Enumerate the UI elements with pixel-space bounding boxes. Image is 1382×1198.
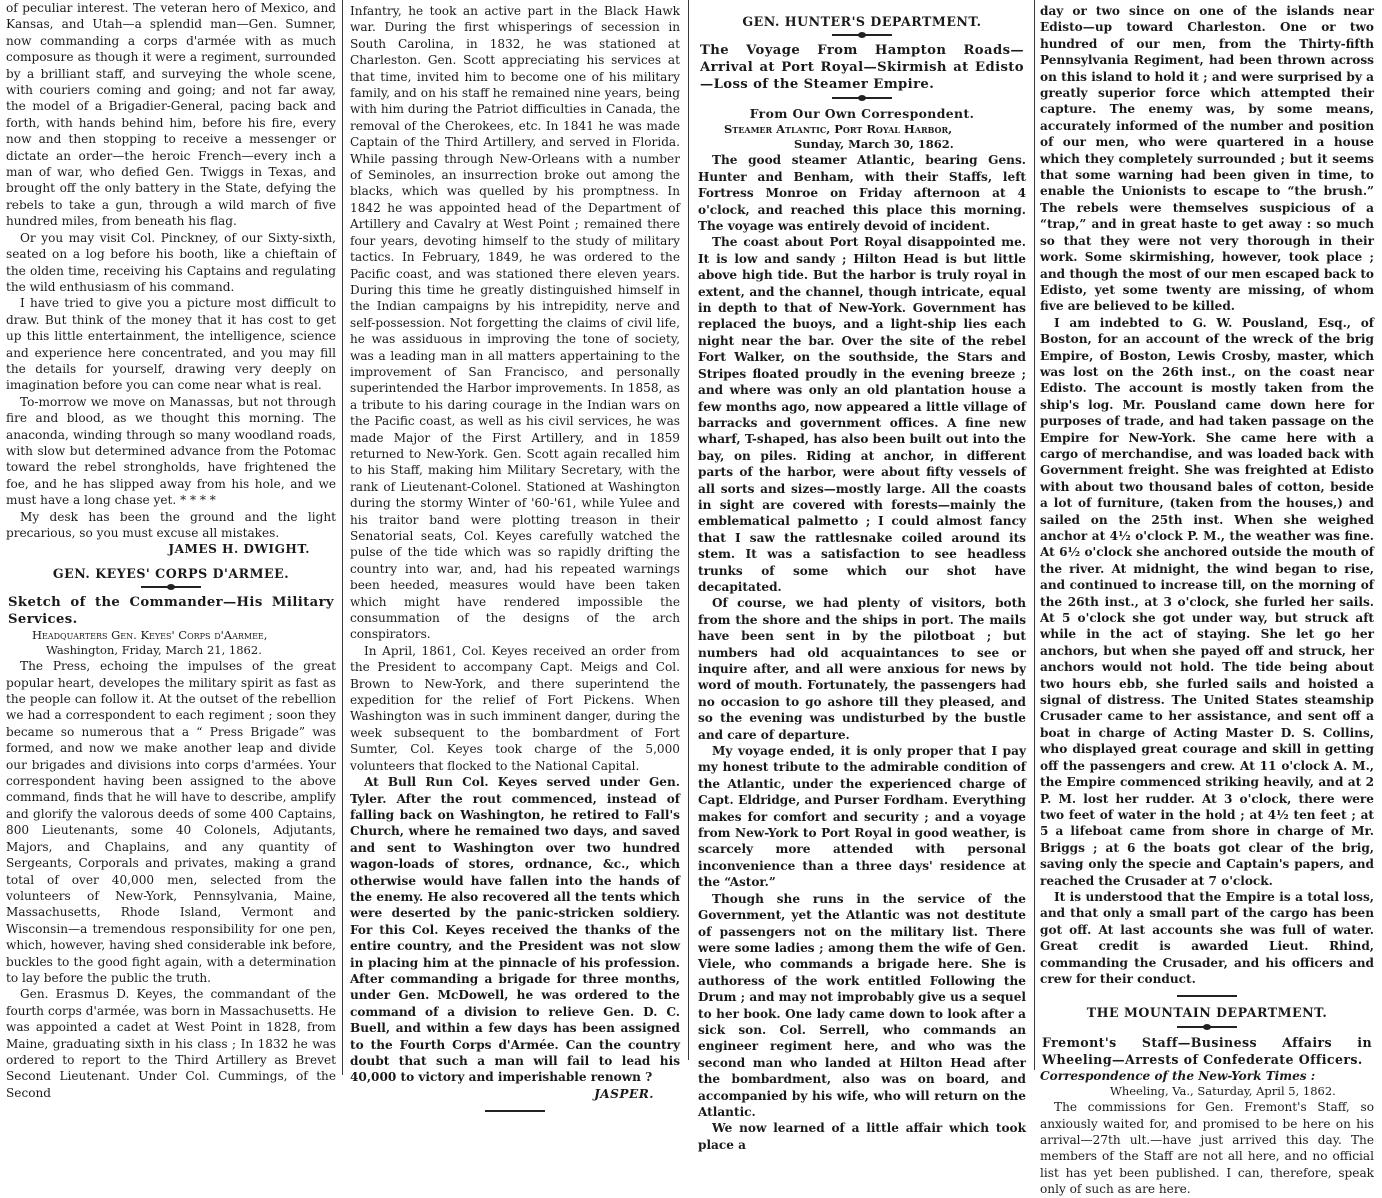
paragraph: Gen. Erasmus D. Keyes, the commandant of the fourth corps d'armée, was born in Massachusetts. He was appointed a cadet at West Point in 1828, from Maine, graduating sixth in his class ; In 1832 he was ordered to report to the Third Artillery as Brevet Second Lieutenant. Under Col. Cummings, of the Second	[6, 987, 336, 1100]
paragraph: At Bull Run Col. Keyes served under Gen. Tyler. After the rout commenced, instead of falling back on Washington, he retired to Fall's Church, where he remained two days, and saved and sent to Washington over two hundred wagon-loads of stores, ordnance, &c., which otherwise would have fallen into the hands of the enemy. He also recovered all the tents which were deserted by the panic-stricken soldiery. For this Col. Keyes received the thanks of the entire country, and the President was not slow in placing him at the pinnacle of his profession. After commanding a brigade for three months, under Gen. McDowell, he was ordered to the command of a division to relieve Gen. D. C. Buell, and within a few days has been assigned to the Fourth Corps d'Armée. Can the country doubt that such a man will fail to lead his 40,000 to victory and imperishable renown ?	[350, 775, 680, 1085]
article-subheadline: Fremont's Staff—Business Affairs in Wheeling—Arrests of Confederate Officers.	[1042, 1034, 1372, 1067]
article-headline: GEN. KEYES' CORPS D'ARMEE.	[52, 565, 290, 581]
article-subheadline: The Voyage From Hampton Roads—Arrival at Port Royal—Skirmish at Edisto—Loss of the Steamer Empire.	[700, 43, 1024, 93]
paragraph: I have tried to give you a picture most difficult to draw. But think of the money that it has cost to get up this little entertainment, the intelligence, science and experience here concentrated, and you may fill the details for yourself, drawing very deeply on imagination before you can come near what is real.	[6, 296, 336, 393]
paragraph: The good steamer Atlantic, bearing Gens. Hunter and Benham, with their Staffs, left Fortress Monroe on Friday afternoon at 4 o'clock, and reached this place this morning. The voyage was entirely devoid of incident.	[698, 153, 1026, 234]
ornamental-rule	[1177, 995, 1237, 997]
column-2	[350, 3, 680, 1120]
paragraph: We now learned of a little affair which took place a	[698, 1121, 1026, 1152]
byline: From Our Own Correspondent.	[749, 106, 975, 122]
paragraph: My desk has been the ground and the light precarious, so you must excuse all mistakes.	[6, 509, 336, 540]
article-headline: THE MOUNTAIN DEPARTMENT.	[1086, 1005, 1328, 1021]
paragraph: The coast about Port Royal disappointed me. It is low and sandy ; Hilton Head is but little above high tide. But the harbor is truly royal in extent, and the channel, though intricate, equal in depth to that of New-York. Government has replaced the buoys, and a light-ship lies each night near the bar. Over the site of the rebel Fort Walker, on the southside, the Stars and Stripes floated proudly in the evening breeze ; and where was only an old plantation house a few months ago, now appeared a little village of barracks and government offices. A fine new wharf, T-shaped, has also been built out into the bay, on piles. Riding at anchor, in different parts of the harbor, were about fifty vessels of all sorts and sizes—mostly large. All the coasts in sight are covered with forests—mainly the emblematical palmetto ; I could almost fancy that I saw the rattlesnake coiled around its stem. It was a satisfaction to see headless trunks of some which our shot have decapitated.	[698, 235, 1026, 594]
article-subheadline: Sketch of the Commander—His Military Services.	[8, 595, 334, 628]
dateline-line-1: Headquarters Gen. Keyes' Corps d'Aarmee,	[32, 628, 268, 643]
column-4	[1040, 3, 1374, 1198]
ornamental-rule	[485, 1110, 545, 1112]
paragraph: I am indebted to G. W. Pousland, Esq., of Boston, for an account of the wreck of the brig Empire, of Boston, Lewis Crosby, master, which was lost on the 26th inst., on the coast near Edisto. The account is mostly taken from the ship's log. Mr. Pousland came down here for purposes of trade, and had taken passage on the Empire for New-York. She came here with a cargo of merchandise, and was loaded back with Government freight. She was freighted at Edisto with about two thousand bales of cotton, beside a lot of furniture, (taken from the houses,) and sailed on the 25th inst. When she weighed anchor at 4½ o'clock P. M., the weather was fine. At 6½ o'clock she anchored outside the mouth of the river. At midnight, the wind began to rise, and continued to increase till, on the morning of the 26th inst., at 3 o'clock, she furled her sails. At 5 o'clock she got under way, but struck aft while in the act of staying. She let go her anchors, but when she payed off and struck, her anchors would not hold. The tide being about two hours ebb, she furled sails and hoisted a signal of distress. The United States steamship Crusader came to her assistance, and sent off a boat in charge of Acting Master D. S. Collins, who displayed great courage and skill in getting off the passengers and crew. At 11 o'clock A. M., the Empire commenced striking heavily, and at 2 P. M. lost her rudder. At 3 o'clock, there were two feet of water in the hold ; at 4½ ten feet ; at 5 a lifeboat came from shore in charge of Mr. Briggs ; at 6 the boats got clear of the brig, saving only the specie and Captain's papers, and reached the Crusader at 7 o'clock.	[1040, 315, 1374, 888]
article-headline: GEN. HUNTER'S DEPARTMENT.	[742, 14, 982, 29]
ornamental-rule	[1177, 1026, 1237, 1028]
dateline	[698, 122, 1026, 152]
dateline	[6, 628, 336, 658]
paragraph: Of course, we had plenty of visitors, both from the shore and the ships in port. The mails have been sent in by the pilotboat ; but numbers had old acquaintances to see or inquire after, and all were anxious for news by word of mouth. Fortunately, the passengers had no occasion to go ashore till they pleased, and so the evening was undisturbed by the bustle and care of departure.	[698, 596, 1026, 742]
signature: JASPER.	[594, 1086, 654, 1101]
paragraph: Infantry, he took an active part in the Black Hawk war. During the first whisperings of secession in South Carolina, in 1832, he was stationed at Charleston. Gen. Scott appreciating his services at that time, invited him to become one of his military family, and on his staff he remained nine years, being with him during the Patriot difficulties in Canada, the removal of the Cherokees, etc. In 1841 he was made Captain of the Third Artillery, and served in Florida. While passing through New-Orleans with a number of Seminoles, an insurrection broke out among the blacks, which was quelled by his promptness. In 1842 he was appointed head of the Department of Artillery and Cavalry at West Point ; remained there four years, devoting himself to the study of military tactics. In February, 1849, he was ordered to the Pacific coast, and was stationed there eleven years. During this time he greatly distinguished himself in the Indian campaigns by his intrepidity, nerve and self-possession. Not forgetting the claims of civil life, he was assiduous in improving the tone of society, was a leading man in all matters appertaining to the improvement of San Francisco, and personally superintended the Harbor improvements. In 1858, as a tribute to his daring courage in the Indian wars on the Pacific coast, as well as his civil services, he was made Major of the First Artillery, and in 1859 returned to New-York. Gen. Scott again recalled him to his Staff, making him Military Secretary, with the rank of Lieutenant-Colonel. Stationed at Washington during the stormy Winter of '60-'61, while Yulee and his traitor band were plotting treason in their Senatorial seats, Col. Keyes carefully watched the pulse of the tide which was so rapidly drifting the country into war, and, had his repeated warnings been heeded, measures would have been taken which might have rendered impossible the consummation of the designs of the arch conspirators.	[350, 4, 680, 642]
column-3	[698, 8, 1026, 1153]
paragraph: The Press, echoing the impulses of the great popular heart, developes the military spirit as fast as the people can follow it. At the outset of the rebellion we had a correspondent to each regiment ; soon they became so numerous that a “ Press Brigade” was formed, and now we make another leap and divide our brigades and divisions into corps d'armées. Your correspondent having been assigned to the above command, finds that he will have to describe, amplify and glorify the valorous deeds of some 400 Captains, 800 Lieutenants, some 40 Colonels, Adjutants, Majors, and Chaplains, and any quantity of Sergeants, Corporals and privates, making a grand total of over 40,000 men, selected from the volunteers of New-York, Pennsylvania, Maine, Massachusetts, Rhode Island, Vermont and Wisconsin—a tremendous responsibility for one pen, which, however, having shed considerable ink before, buckles to the good fight again, with a determination to lay before the public the truth.	[6, 659, 336, 985]
dateline: Wheeling, Va., Saturday, April 5, 1862.	[1110, 1084, 1336, 1099]
column-divider	[688, 0, 689, 1060]
ornamental-rule	[141, 586, 201, 588]
paragraph: Or you may visit Col. Pinckney, of our Sixty-sixth, seated on a log before his booth, like a chieftain of the olden time, receiving his Captains and regulating the wild enthusiasm of his command.	[6, 230, 336, 294]
ornamental-rule	[832, 34, 892, 36]
dateline-line-2: Washington, Friday, March 21, 1862.	[46, 643, 262, 658]
paragraph: My voyage ended, it is only proper that I pay my honest tribute to the admirable condition of the Atlantic, under the experienced charge of Capt. Eldridge, and Purser Fordham. Everything makes for comfort and security ; and a voyage from New-York to Port Royal in good weather, is scarcely more attended with personal inconvenience than a three days' residence at the “Astor.”	[698, 744, 1026, 890]
paragraph: of peculiar interest. The veteran hero of Mexico, and Kansas, and Utah—a splendid man—Gen. Sumner, now commanding a corps d'armée with as much composure as though it were a regiment, surrounded by a brilliant staff, and surveying the whole scene, with couriers coming and going; and not far away, the model of a Brigadier-General, pacing back and forth, with hands behind him, before his fire, every now and then stopping to receive a messenger or dictate an order—the heroic French—every inch a man of war, who defied Gen. Twiggs in Texas, and brought off the only battery in the State, defying the rebels to take a gun, through a wild march of five hundred miles, from beneath his flag.	[6, 1, 336, 229]
column-divider	[342, 0, 343, 1075]
ornamental-rule	[832, 97, 892, 99]
paragraph: day or two since on one of the islands near Edisto—up toward Charleston. One or two hundred of our men, from the Thirty-fifth Pennsylvania Regiment, had been thrown across on this island to hold it ; and were surprised by a greatly superior force which attempted their capture. The enemy was, by some means, accurately informed of the number and position of our men, who were quartered in a house which they completely surrounded ; but it seems that some warning had been given in time, to enable the Unionists to escape to “the brush.” The rebels were themselves suspicious of a “trap,” and in great haste to get away : so much so that they were not very thorough in their work. Some skirmishing, however, took place ; and though the most of our men escaped back to Edisto, yet some twenty are missing, of whom five are believed to be killed.	[1040, 4, 1374, 314]
dateline-line-2: Sunday, March 30, 1862.	[794, 137, 954, 152]
signature: JAMES H. DWIGHT.	[168, 542, 310, 557]
paragraph: The commissions for Gen. Fremont's Staff, so anxiously waited for, and promised to be here on his arrival—27th ult.—have just arrived this day. The members of the Staff are not all here, and no official list has yet been published. I can, therefore, speak only of such as are here.	[1040, 1100, 1374, 1197]
column-1	[6, 0, 336, 1101]
paragraph: Though she runs in the service of the Government, yet the Atlantic was not destitute of passengers not on the military list. There were some ladies ; among them the wife of Gen. Viele, who commands a brigade here. She is authoress of the work entitled Following the Drum ; and may not improbably give us a sequel to her book. One lady came down to look after a sick son. Col. Serrell, who commands an engineer regiment here, and who was the second man who landed at Hilton Head after the bombardment, also was on board, and accompanied by his wife, who will return on the Atlantic.	[698, 891, 1026, 1119]
paragraph: To-morrow we move on Manassas, but not through fire and blood, as we thought this morning. The anaconda, winding through so many woodland roads, with slow but determined advance from the Potomac toward the rebel strongholds, have frightened the foe, and he has slipped away from his hole, and we must have a long chase yet. * * * *	[6, 394, 336, 508]
paragraph: It is understood that the Empire is a total loss, and that only a small part of the cargo has been got off. At last accounts she was full of water. Great credit is awarded Lieut. Rhind, commanding the Crusader, and his officers and crew for their conduct.	[1040, 889, 1374, 986]
credit-line: Correspondence of the New-York Times :	[1040, 1068, 1316, 1083]
column-divider	[1034, 0, 1035, 1070]
paragraph: In April, 1861, Col. Keyes received an order from the President to accompany Capt. Meigs and Col. Brown to New-York, and there superintend the expedition for the relief of Fort Pickens. When Washington was in such imminent danger, during the week subsequent to the bombardment of Fort Sumter, Col. Keyes took charge of the 5,000 volunteers that flocked to the National Capital.	[350, 643, 680, 773]
dateline-line-1: Steamer Atlantic, Port Royal Harbor,	[724, 122, 953, 137]
